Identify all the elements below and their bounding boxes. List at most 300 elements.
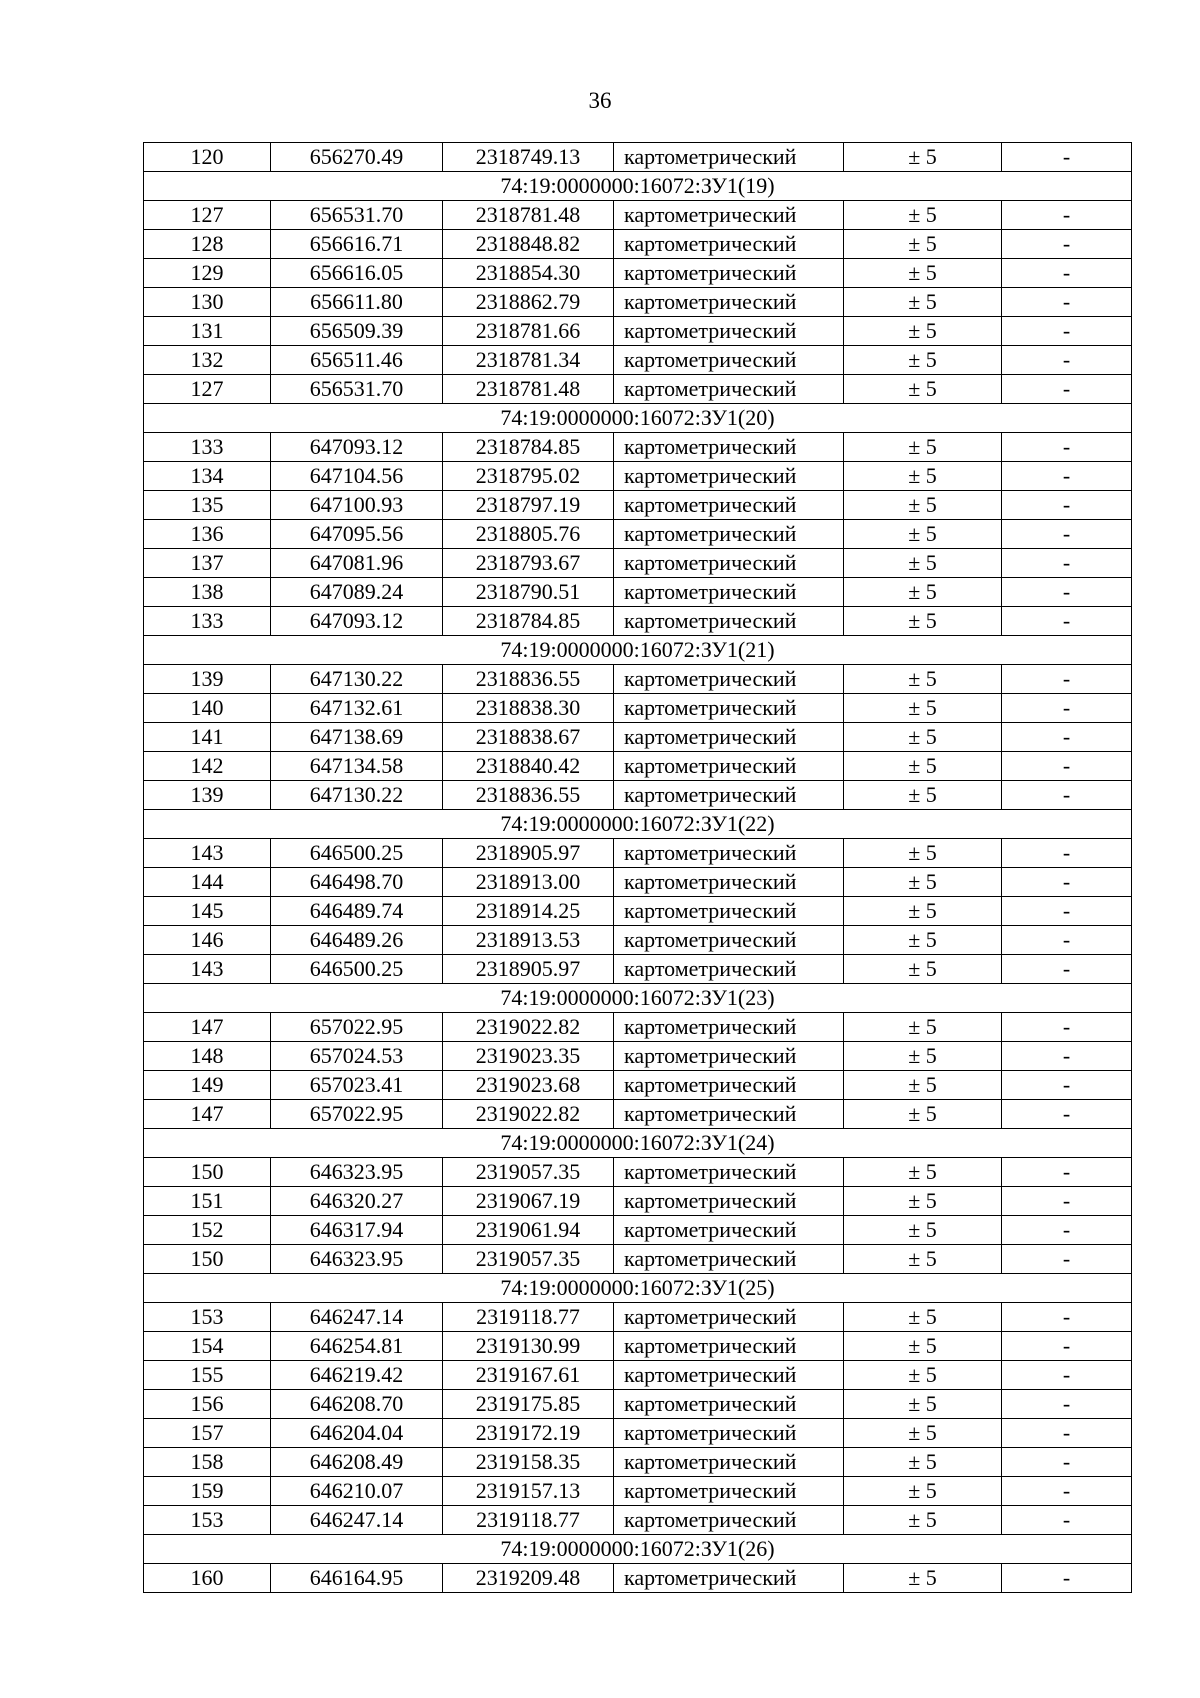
table-row bbox=[144, 694, 1132, 723]
y-coordinate-cell: 2319057.35 bbox=[443, 1158, 614, 1187]
note-cell: - bbox=[1002, 549, 1132, 578]
note-cell: - bbox=[1002, 230, 1132, 259]
accuracy-cell: ± 5 bbox=[844, 1042, 1002, 1071]
note-cell: - bbox=[1002, 578, 1132, 607]
table-row bbox=[144, 1506, 1132, 1535]
table-row bbox=[144, 549, 1132, 578]
method-cell: картометрический bbox=[614, 578, 844, 607]
point-number-cell: 154 bbox=[144, 1332, 271, 1361]
point-number-cell: 128 bbox=[144, 230, 271, 259]
note-cell: - bbox=[1002, 1042, 1132, 1071]
y-coordinate-cell: 2318836.55 bbox=[443, 665, 614, 694]
accuracy-cell: ± 5 bbox=[844, 752, 1002, 781]
y-coordinate-cell: 2318848.82 bbox=[443, 230, 614, 259]
table-row bbox=[144, 897, 1132, 926]
accuracy-cell: ± 5 bbox=[844, 1216, 1002, 1245]
y-coordinate-cell: 2318905.97 bbox=[443, 839, 614, 868]
method-cell: картометрический bbox=[614, 868, 844, 897]
table-row bbox=[144, 375, 1132, 404]
point-number-cell: 127 bbox=[144, 375, 271, 404]
note-cell: - bbox=[1002, 1419, 1132, 1448]
y-coordinate-cell: 2319118.77 bbox=[443, 1506, 614, 1535]
y-coordinate-cell: 2318854.30 bbox=[443, 259, 614, 288]
point-number-cell: 132 bbox=[144, 346, 271, 375]
point-number-cell: 142 bbox=[144, 752, 271, 781]
y-coordinate-cell: 2318913.00 bbox=[443, 868, 614, 897]
note-cell: - bbox=[1002, 375, 1132, 404]
point-number-cell: 146 bbox=[144, 926, 271, 955]
y-coordinate-cell: 2319209.48 bbox=[443, 1564, 614, 1593]
x-coordinate-cell: 646323.95 bbox=[271, 1245, 443, 1274]
accuracy-cell: ± 5 bbox=[844, 694, 1002, 723]
accuracy-cell: ± 5 bbox=[844, 1506, 1002, 1535]
note-cell: - bbox=[1002, 491, 1132, 520]
method-cell: картометрический bbox=[614, 897, 844, 926]
method-cell: картометрический bbox=[614, 259, 844, 288]
method-cell: картометрический bbox=[614, 607, 844, 636]
accuracy-cell: ± 5 bbox=[844, 1390, 1002, 1419]
x-coordinate-cell: 646323.95 bbox=[271, 1158, 443, 1187]
note-cell: - bbox=[1002, 1216, 1132, 1245]
accuracy-cell: ± 5 bbox=[844, 288, 1002, 317]
y-coordinate-cell: 2318790.51 bbox=[443, 578, 614, 607]
section-header-row bbox=[144, 404, 1132, 433]
x-coordinate-cell: 647130.22 bbox=[271, 665, 443, 694]
section-label: 74:19:0000000:16072:ЗУ1(24) bbox=[144, 1129, 1132, 1158]
accuracy-cell: ± 5 bbox=[844, 1071, 1002, 1100]
x-coordinate-cell: 647132.61 bbox=[271, 694, 443, 723]
method-cell: картометрический bbox=[614, 839, 844, 868]
method-cell: картометрический bbox=[614, 694, 844, 723]
accuracy-cell: ± 5 bbox=[844, 520, 1002, 549]
x-coordinate-cell: 647095.56 bbox=[271, 520, 443, 549]
x-coordinate-cell: 657022.95 bbox=[271, 1013, 443, 1042]
y-coordinate-cell: 2318862.79 bbox=[443, 288, 614, 317]
x-coordinate-cell: 647104.56 bbox=[271, 462, 443, 491]
method-cell: картометрический bbox=[614, 1390, 844, 1419]
note-cell: - bbox=[1002, 1332, 1132, 1361]
x-coordinate-cell: 646317.94 bbox=[271, 1216, 443, 1245]
y-coordinate-cell: 2318913.53 bbox=[443, 926, 614, 955]
accuracy-cell: ± 5 bbox=[844, 665, 1002, 694]
note-cell: - bbox=[1002, 201, 1132, 230]
note-cell: - bbox=[1002, 1303, 1132, 1332]
table-row bbox=[144, 1477, 1132, 1506]
x-coordinate-cell: 656616.71 bbox=[271, 230, 443, 259]
section-label: 74:19:0000000:16072:ЗУ1(25) bbox=[144, 1274, 1132, 1303]
y-coordinate-cell: 2318781.48 bbox=[443, 375, 614, 404]
note-cell: - bbox=[1002, 926, 1132, 955]
accuracy-cell: ± 5 bbox=[844, 723, 1002, 752]
table-row bbox=[144, 578, 1132, 607]
y-coordinate-cell: 2319023.35 bbox=[443, 1042, 614, 1071]
x-coordinate-cell: 657023.41 bbox=[271, 1071, 443, 1100]
y-coordinate-cell: 2319022.82 bbox=[443, 1013, 614, 1042]
note-cell: - bbox=[1002, 694, 1132, 723]
accuracy-cell: ± 5 bbox=[844, 578, 1002, 607]
y-coordinate-cell: 2318836.55 bbox=[443, 781, 614, 810]
accuracy-cell: ± 5 bbox=[844, 433, 1002, 462]
method-cell: картометрический bbox=[614, 1506, 844, 1535]
section-header-row bbox=[144, 1535, 1132, 1564]
section-label: 74:19:0000000:16072:ЗУ1(19) bbox=[144, 172, 1132, 201]
accuracy-cell: ± 5 bbox=[844, 1564, 1002, 1593]
y-coordinate-cell: 2318905.97 bbox=[443, 955, 614, 984]
y-coordinate-cell: 2319158.35 bbox=[443, 1448, 614, 1477]
table-row bbox=[144, 1448, 1132, 1477]
table-row bbox=[144, 1332, 1132, 1361]
method-cell: картометрический bbox=[614, 1419, 844, 1448]
table-row bbox=[144, 1100, 1132, 1129]
y-coordinate-cell: 2319022.82 bbox=[443, 1100, 614, 1129]
x-coordinate-cell: 646208.70 bbox=[271, 1390, 443, 1419]
note-cell: - bbox=[1002, 955, 1132, 984]
method-cell: картометрический bbox=[614, 1187, 844, 1216]
y-coordinate-cell: 2318797.19 bbox=[443, 491, 614, 520]
note-cell: - bbox=[1002, 752, 1132, 781]
method-cell: картометрический bbox=[614, 955, 844, 984]
accuracy-cell: ± 5 bbox=[844, 1448, 1002, 1477]
method-cell: картометрический bbox=[614, 752, 844, 781]
point-number-cell: 140 bbox=[144, 694, 271, 723]
section-label: 74:19:0000000:16072:ЗУ1(22) bbox=[144, 810, 1132, 839]
method-cell: картометрический bbox=[614, 926, 844, 955]
x-coordinate-cell: 657024.53 bbox=[271, 1042, 443, 1071]
x-coordinate-cell: 646204.04 bbox=[271, 1419, 443, 1448]
point-number-cell: 129 bbox=[144, 259, 271, 288]
note-cell: - bbox=[1002, 346, 1132, 375]
point-number-cell: 130 bbox=[144, 288, 271, 317]
method-cell: картометрический bbox=[614, 375, 844, 404]
accuracy-cell: ± 5 bbox=[844, 897, 1002, 926]
x-coordinate-cell: 646489.74 bbox=[271, 897, 443, 926]
accuracy-cell: ± 5 bbox=[844, 462, 1002, 491]
note-cell: - bbox=[1002, 1158, 1132, 1187]
note-cell: - bbox=[1002, 288, 1132, 317]
coordinates-table-body bbox=[144, 143, 1132, 1593]
point-number-cell: 145 bbox=[144, 897, 271, 926]
x-coordinate-cell: 656531.70 bbox=[271, 375, 443, 404]
x-coordinate-cell: 647081.96 bbox=[271, 549, 443, 578]
y-coordinate-cell: 2319061.94 bbox=[443, 1216, 614, 1245]
point-number-cell: 147 bbox=[144, 1100, 271, 1129]
table-row bbox=[144, 1303, 1132, 1332]
point-number-cell: 151 bbox=[144, 1187, 271, 1216]
x-coordinate-cell: 646247.14 bbox=[271, 1303, 443, 1332]
point-number-cell: 133 bbox=[144, 607, 271, 636]
method-cell: картометрический bbox=[614, 1071, 844, 1100]
y-coordinate-cell: 2319118.77 bbox=[443, 1303, 614, 1332]
method-cell: картометрический bbox=[614, 1564, 844, 1593]
table-row bbox=[144, 665, 1132, 694]
point-number-cell: 156 bbox=[144, 1390, 271, 1419]
x-coordinate-cell: 646247.14 bbox=[271, 1506, 443, 1535]
accuracy-cell: ± 5 bbox=[844, 143, 1002, 172]
note-cell: - bbox=[1002, 781, 1132, 810]
method-cell: картометрический bbox=[614, 317, 844, 346]
accuracy-cell: ± 5 bbox=[844, 607, 1002, 636]
table-row bbox=[144, 1042, 1132, 1071]
note-cell: - bbox=[1002, 1100, 1132, 1129]
accuracy-cell: ± 5 bbox=[844, 230, 1002, 259]
method-cell: картометрический bbox=[614, 549, 844, 578]
point-number-cell: 137 bbox=[144, 549, 271, 578]
y-coordinate-cell: 2318805.76 bbox=[443, 520, 614, 549]
method-cell: картометрический bbox=[614, 1216, 844, 1245]
x-coordinate-cell: 647089.24 bbox=[271, 578, 443, 607]
accuracy-cell: ± 5 bbox=[844, 1100, 1002, 1129]
method-cell: картометрический bbox=[614, 491, 844, 520]
point-number-cell: 148 bbox=[144, 1042, 271, 1071]
section-header-row bbox=[144, 1274, 1132, 1303]
method-cell: картометрический bbox=[614, 462, 844, 491]
x-coordinate-cell: 656611.80 bbox=[271, 288, 443, 317]
y-coordinate-cell: 2318749.13 bbox=[443, 143, 614, 172]
section-header-row bbox=[144, 172, 1132, 201]
note-cell: - bbox=[1002, 1390, 1132, 1419]
note-cell: - bbox=[1002, 317, 1132, 346]
accuracy-cell: ± 5 bbox=[844, 549, 1002, 578]
method-cell: картометрический bbox=[614, 143, 844, 172]
note-cell: - bbox=[1002, 1564, 1132, 1593]
method-cell: картометрический bbox=[614, 1303, 844, 1332]
note-cell: - bbox=[1002, 607, 1132, 636]
table-row bbox=[144, 288, 1132, 317]
table-row bbox=[144, 1071, 1132, 1100]
table-row bbox=[144, 1187, 1132, 1216]
point-number-cell: 153 bbox=[144, 1303, 271, 1332]
y-coordinate-cell: 2319067.19 bbox=[443, 1187, 614, 1216]
method-cell: картометрический bbox=[614, 288, 844, 317]
point-number-cell: 139 bbox=[144, 665, 271, 694]
table-row bbox=[144, 839, 1132, 868]
x-coordinate-cell: 647134.58 bbox=[271, 752, 443, 781]
point-number-cell: 150 bbox=[144, 1158, 271, 1187]
method-cell: картометрический bbox=[614, 346, 844, 375]
method-cell: картометрический bbox=[614, 1158, 844, 1187]
x-coordinate-cell: 656270.49 bbox=[271, 143, 443, 172]
point-number-cell: 141 bbox=[144, 723, 271, 752]
x-coordinate-cell: 656511.46 bbox=[271, 346, 443, 375]
point-number-cell: 152 bbox=[144, 1216, 271, 1245]
y-coordinate-cell: 2319057.35 bbox=[443, 1245, 614, 1274]
note-cell: - bbox=[1002, 723, 1132, 752]
point-number-cell: 157 bbox=[144, 1419, 271, 1448]
table-row bbox=[144, 1216, 1132, 1245]
method-cell: картометрический bbox=[614, 665, 844, 694]
method-cell: картометрический bbox=[614, 1361, 844, 1390]
x-coordinate-cell: 646500.25 bbox=[271, 839, 443, 868]
x-coordinate-cell: 647130.22 bbox=[271, 781, 443, 810]
accuracy-cell: ± 5 bbox=[844, 1013, 1002, 1042]
table-row bbox=[144, 868, 1132, 897]
method-cell: картометрический bbox=[614, 433, 844, 462]
y-coordinate-cell: 2319130.99 bbox=[443, 1332, 614, 1361]
y-coordinate-cell: 2318838.30 bbox=[443, 694, 614, 723]
x-coordinate-cell: 646219.42 bbox=[271, 1361, 443, 1390]
y-coordinate-cell: 2318781.66 bbox=[443, 317, 614, 346]
table-row bbox=[144, 752, 1132, 781]
x-coordinate-cell: 647100.93 bbox=[271, 491, 443, 520]
y-coordinate-cell: 2318781.34 bbox=[443, 346, 614, 375]
accuracy-cell: ± 5 bbox=[844, 1158, 1002, 1187]
point-number-cell: 149 bbox=[144, 1071, 271, 1100]
table-row bbox=[144, 955, 1132, 984]
note-cell: - bbox=[1002, 462, 1132, 491]
note-cell: - bbox=[1002, 1506, 1132, 1535]
y-coordinate-cell: 2318840.42 bbox=[443, 752, 614, 781]
point-number-cell: 135 bbox=[144, 491, 271, 520]
method-cell: картометрический bbox=[614, 781, 844, 810]
table-row bbox=[144, 317, 1132, 346]
point-number-cell: 150 bbox=[144, 1245, 271, 1274]
note-cell: - bbox=[1002, 868, 1132, 897]
point-number-cell: 133 bbox=[144, 433, 271, 462]
section-header-row bbox=[144, 810, 1132, 839]
section-label: 74:19:0000000:16072:ЗУ1(26) bbox=[144, 1535, 1132, 1564]
x-coordinate-cell: 656616.05 bbox=[271, 259, 443, 288]
y-coordinate-cell: 2318914.25 bbox=[443, 897, 614, 926]
point-number-cell: 136 bbox=[144, 520, 271, 549]
method-cell: картометрический bbox=[614, 1042, 844, 1071]
table-row bbox=[144, 462, 1132, 491]
note-cell: - bbox=[1002, 839, 1132, 868]
section-header-row bbox=[144, 636, 1132, 665]
method-cell: картометрический bbox=[614, 1332, 844, 1361]
point-number-cell: 158 bbox=[144, 1448, 271, 1477]
x-coordinate-cell: 647093.12 bbox=[271, 607, 443, 636]
y-coordinate-cell: 2318793.67 bbox=[443, 549, 614, 578]
y-coordinate-cell: 2318784.85 bbox=[443, 433, 614, 462]
point-number-cell: 131 bbox=[144, 317, 271, 346]
table-row bbox=[144, 259, 1132, 288]
y-coordinate-cell: 2319023.68 bbox=[443, 1071, 614, 1100]
section-header-row bbox=[144, 1129, 1132, 1158]
method-cell: картометрический bbox=[614, 1100, 844, 1129]
accuracy-cell: ± 5 bbox=[844, 1477, 1002, 1506]
page-number: 36 bbox=[588, 88, 612, 113]
point-number-cell: 159 bbox=[144, 1477, 271, 1506]
x-coordinate-cell: 657022.95 bbox=[271, 1100, 443, 1129]
table-row bbox=[144, 520, 1132, 549]
x-coordinate-cell: 646500.25 bbox=[271, 955, 443, 984]
table-row bbox=[144, 230, 1132, 259]
point-number-cell: 144 bbox=[144, 868, 271, 897]
method-cell: картометрический bbox=[614, 1448, 844, 1477]
table-row bbox=[144, 143, 1132, 172]
x-coordinate-cell: 647093.12 bbox=[271, 433, 443, 462]
y-coordinate-cell: 2319167.61 bbox=[443, 1361, 614, 1390]
x-coordinate-cell: 646210.07 bbox=[271, 1477, 443, 1506]
method-cell: картометрический bbox=[614, 723, 844, 752]
x-coordinate-cell: 646208.49 bbox=[271, 1448, 443, 1477]
table-row bbox=[144, 926, 1132, 955]
coordinates-table bbox=[143, 142, 1132, 1593]
x-coordinate-cell: 646489.26 bbox=[271, 926, 443, 955]
x-coordinate-cell: 656509.39 bbox=[271, 317, 443, 346]
note-cell: - bbox=[1002, 1477, 1132, 1506]
method-cell: картометрический bbox=[614, 1245, 844, 1274]
point-number-cell: 147 bbox=[144, 1013, 271, 1042]
method-cell: картометрический bbox=[614, 230, 844, 259]
accuracy-cell: ± 5 bbox=[844, 1245, 1002, 1274]
note-cell: - bbox=[1002, 1448, 1132, 1477]
section-label: 74:19:0000000:16072:ЗУ1(20) bbox=[144, 404, 1132, 433]
y-coordinate-cell: 2319157.13 bbox=[443, 1477, 614, 1506]
accuracy-cell: ± 5 bbox=[844, 839, 1002, 868]
point-number-cell: 160 bbox=[144, 1564, 271, 1593]
x-coordinate-cell: 647138.69 bbox=[271, 723, 443, 752]
note-cell: - bbox=[1002, 1245, 1132, 1274]
table-row bbox=[144, 1564, 1132, 1593]
accuracy-cell: ± 5 bbox=[844, 201, 1002, 230]
y-coordinate-cell: 2318781.48 bbox=[443, 201, 614, 230]
table-row bbox=[144, 781, 1132, 810]
y-coordinate-cell: 2318795.02 bbox=[443, 462, 614, 491]
x-coordinate-cell: 646164.95 bbox=[271, 1564, 443, 1593]
point-number-cell: 127 bbox=[144, 201, 271, 230]
point-number-cell: 134 bbox=[144, 462, 271, 491]
point-number-cell: 155 bbox=[144, 1361, 271, 1390]
x-coordinate-cell: 646254.81 bbox=[271, 1332, 443, 1361]
accuracy-cell: ± 5 bbox=[844, 1332, 1002, 1361]
accuracy-cell: ± 5 bbox=[844, 317, 1002, 346]
note-cell: - bbox=[1002, 665, 1132, 694]
y-coordinate-cell: 2319172.19 bbox=[443, 1419, 614, 1448]
accuracy-cell: ± 5 bbox=[844, 781, 1002, 810]
note-cell: - bbox=[1002, 143, 1132, 172]
method-cell: картометрический bbox=[614, 201, 844, 230]
point-number-cell: 139 bbox=[144, 781, 271, 810]
table-row bbox=[144, 201, 1132, 230]
table-row bbox=[144, 346, 1132, 375]
table-row bbox=[144, 1419, 1132, 1448]
note-cell: - bbox=[1002, 1361, 1132, 1390]
table-row bbox=[144, 1013, 1132, 1042]
y-coordinate-cell: 2318838.67 bbox=[443, 723, 614, 752]
note-cell: - bbox=[1002, 1187, 1132, 1216]
table-row bbox=[144, 433, 1132, 462]
note-cell: - bbox=[1002, 520, 1132, 549]
table-row bbox=[144, 607, 1132, 636]
section-header-row bbox=[144, 984, 1132, 1013]
note-cell: - bbox=[1002, 259, 1132, 288]
y-coordinate-cell: 2318784.85 bbox=[443, 607, 614, 636]
accuracy-cell: ± 5 bbox=[844, 955, 1002, 984]
x-coordinate-cell: 646498.70 bbox=[271, 868, 443, 897]
table-row bbox=[144, 1158, 1132, 1187]
point-number-cell: 143 bbox=[144, 839, 271, 868]
accuracy-cell: ± 5 bbox=[844, 1361, 1002, 1390]
y-coordinate-cell: 2319175.85 bbox=[443, 1390, 614, 1419]
method-cell: картометрический bbox=[614, 1477, 844, 1506]
note-cell: - bbox=[1002, 433, 1132, 462]
note-cell: - bbox=[1002, 1071, 1132, 1100]
table-row bbox=[144, 1390, 1132, 1419]
accuracy-cell: ± 5 bbox=[844, 868, 1002, 897]
section-label: 74:19:0000000:16072:ЗУ1(21) bbox=[144, 636, 1132, 665]
point-number-cell: 143 bbox=[144, 955, 271, 984]
table-row bbox=[144, 1245, 1132, 1274]
accuracy-cell: ± 5 bbox=[844, 375, 1002, 404]
x-coordinate-cell: 646320.27 bbox=[271, 1187, 443, 1216]
point-number-cell: 153 bbox=[144, 1506, 271, 1535]
accuracy-cell: ± 5 bbox=[844, 1187, 1002, 1216]
accuracy-cell: ± 5 bbox=[844, 926, 1002, 955]
accuracy-cell: ± 5 bbox=[844, 346, 1002, 375]
accuracy-cell: ± 5 bbox=[844, 259, 1002, 288]
table-row bbox=[144, 491, 1132, 520]
